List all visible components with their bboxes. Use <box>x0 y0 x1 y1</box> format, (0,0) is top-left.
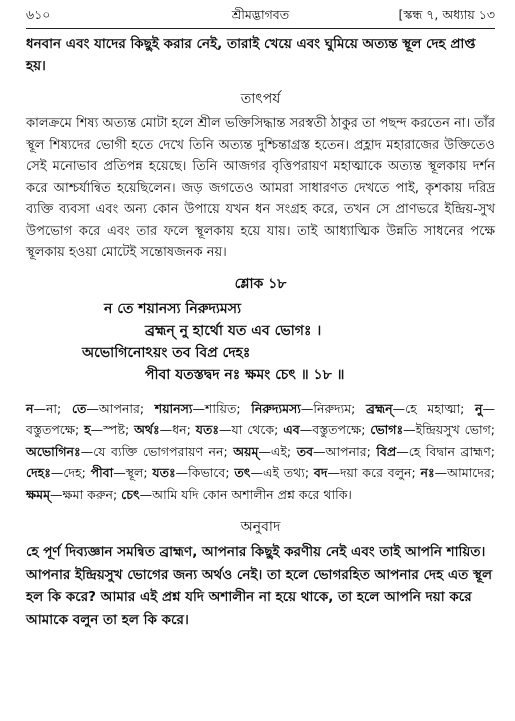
synonym-meaning: —বস্তুতপক্ষে; <box>26 400 496 437</box>
synonym-word: তৎ <box>234 465 251 480</box>
synonym-meaning: —স্থূল; <box>113 465 153 480</box>
purport-heading: তাৎপর্য <box>240 91 281 107</box>
previous-translation: ধনবান এবং যাদের কিছুই করার নেই, তারাই খেয়ে এবং ঘুমিয়ে অত্যন্ত স্থূল দেহ প্রাপ্ত হয়। <box>26 36 476 74</box>
synonym-word: ব্রহ্মন্ <box>366 400 393 416</box>
synonym-word: নঃ <box>420 465 435 480</box>
synonym-word: এব <box>283 422 300 437</box>
synonym-meaning: —আপনার; <box>86 400 155 416</box>
verse-line: পীবা যতস্তদ্বদ নঃ ক্ষমং চেৎ ॥ ১৮ ॥ <box>145 366 345 383</box>
synonyms <box>26 398 495 506</box>
synonym-word: হ <box>84 422 91 437</box>
purport-text: কালক্রমে শিষ্য অত্যন্ত মোটা হলে শ্রীল ভক্তিসিদ্ধান্ত সরস্বতী ঠাকুর তা পছন্দ করতেন না। তাঁর স্থূল শিষ্যদের ভোগী হতে দেখে তিনি অত্যন্ত দুশ্চিন্তাগ্রস্ত হতেন। প্রহ্লাদ মহারাজের উক্তিতেও সেই মনোভাব প্রতিপন্ন হয়েছে। তিনি আজগর বৃত্তিপরায়ণ মহাত্মাকে অত্যন্ত স্থূলকায় দর্শন করে আশ্চর্যান্বিত হয়েছিলেন। জড় জগতেও আমরা সাধারণত দেখতে পাই, কৃশকায় দরিদ্র ব্যক্তি ব্যবসা এবং অন্য কোন উপায়ে যখন ধন সংগ্রহ করে, তখন সে প্রাণভরে ইন্দ্রিয়-সুখ উপভোগ করে এবং তার ফলে স্থূলকায় হয়ে যায়। তাই আধ্যাত্মিক উন্নতি সাধনের পক্ষে স্থূলকায় হওয়া মোটেই সন্তোষজনক নয়। <box>26 116 495 260</box>
translation-heading: অনুবাদ <box>240 519 281 535</box>
synonym-meaning: —বস্তুতপক্ষে; <box>299 422 371 437</box>
synonym-word: তে <box>71 400 87 416</box>
verse-line: ব্রহ্মন্ নু হার্থো যত এব ভোগঃ । <box>145 322 322 339</box>
synonym-word: অর্থঃ <box>134 422 160 437</box>
page-number: ৬১০ <box>26 7 51 22</box>
synonym-meaning: —শায়িত; <box>192 400 252 416</box>
synonym-word: ভোগঃ <box>370 422 404 437</box>
synonym-word: পীবা <box>90 465 114 480</box>
synonym-meaning: —দয়া করে বলুন; <box>327 465 421 480</box>
synonym-word: অয়ম্ <box>233 443 259 459</box>
synonym-word: নিরুদ্যমস্য <box>251 400 301 416</box>
synonym-meaning: —হে মহাত্মা; <box>392 400 476 416</box>
synonym-meaning: —না; <box>33 400 72 416</box>
synonym-word: ন <box>26 400 34 416</box>
header-rule <box>26 28 495 29</box>
synonym-meaning: —আমাদের; <box>434 465 495 480</box>
synonym-meaning: —ধন; <box>159 422 196 437</box>
synonym-word: চেৎ <box>121 486 140 502</box>
verse-number: শ্লোক ১৮ <box>234 275 287 292</box>
synonym-meaning: —নিরুদ্যম; <box>300 400 367 416</box>
translation-text: হে পূর্ণ দিব্যজ্ঞান সমন্বিত ব্রাহ্মণ, আপনার কিছুই করণীয় নেই এবং তাই আপনি শায়িত। আপনার ইন্দ্রিয়সুখ ভোগের জন্য অর্থও নেই। তা হলে ভোগরহিত আপনার দেহ এত স্থূল হল কি করে? আমার এই প্রশ্ন যদি অশালীন না হয়ে থাকে, তা হলে আপনি দয়া করে আমাকে বলুন তা হল কি করে। <box>26 544 492 628</box>
synonym-word: তব <box>296 443 314 459</box>
synonym-word: শয়ানস্য <box>154 400 193 416</box>
verse-block <box>26 298 495 386</box>
synonym-word: বিপ্র <box>376 443 397 459</box>
synonym-meaning: —যে ব্যক্তি ভোগপরায়ণ নন; <box>80 443 234 459</box>
section-label: [স্কন্ধ ৭, অধ্যায় ১৩ <box>398 7 495 22</box>
verse-line: অভোগিনোঽয়ং তব বিপ্র দেহঃ <box>82 344 251 361</box>
synonym-meaning: —এই তথ্য; <box>250 465 314 480</box>
synonym-meaning: —ইন্দ্রিয়সুখ ভোগ; <box>403 422 495 437</box>
book-title: শ্রীমদ্ভাগবত <box>231 7 290 22</box>
synonym-word: যতঃ <box>195 422 219 437</box>
synonym-meaning: —হে বিদ্বান ব্রাহ্মণ; <box>396 443 495 459</box>
synonym-meaning: —যা থেকে; <box>219 422 284 437</box>
synonym-meaning: —দেহ; <box>50 465 91 480</box>
verse-line: ন তে শয়ানস্য নিরুদ্যমস্য <box>104 300 242 317</box>
synonym-meaning: —কিভাবে; <box>175 465 235 480</box>
synonym-meaning: —এই; <box>258 443 297 459</box>
synonym-word: নু <box>475 400 483 416</box>
synonym-word: বদ <box>313 465 328 480</box>
synonym-word: অভোগিনঃ <box>26 443 81 459</box>
synonym-meaning: —আপনার; <box>313 443 377 459</box>
synonym-meaning: —ক্ষমা করুন; <box>50 486 122 502</box>
synonym-meaning: —আমি যদি কোন অশালীন প্রশ্ন করে থাকি। <box>139 486 352 502</box>
page-content <box>26 33 495 631</box>
running-header <box>26 7 495 27</box>
synonym-meaning: —স্পষ্ট; <box>90 422 135 437</box>
synonym-word: যতঃ <box>152 465 176 480</box>
synonym-word: ক্ষমম্ <box>26 486 51 502</box>
synonym-word: দেহঃ <box>26 465 51 480</box>
